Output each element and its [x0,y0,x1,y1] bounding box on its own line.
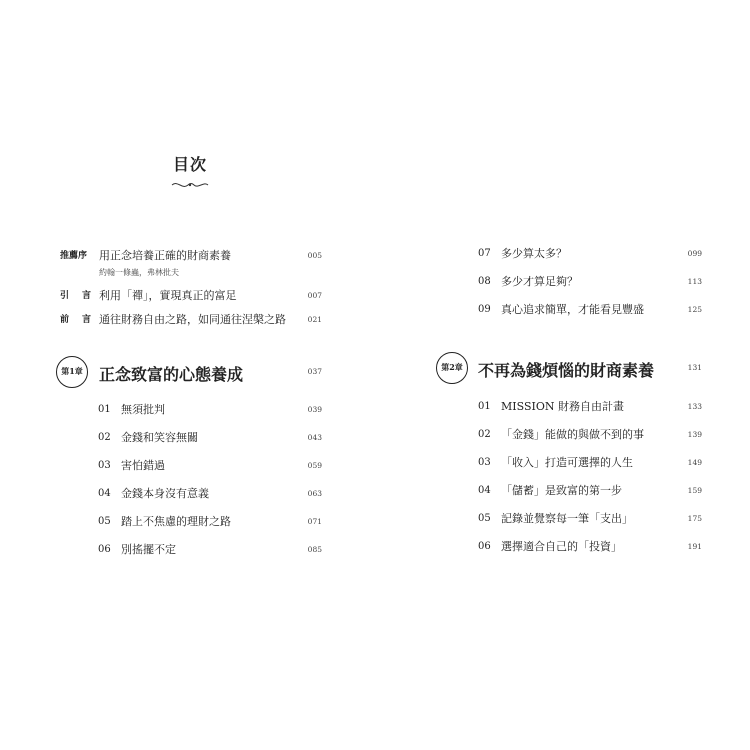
entry-page: 113 [687,277,702,286]
entry-text: 害怕錯過 [121,459,165,472]
toc-entry[interactable] [0,453,750,473]
toc-entry[interactable] [0,397,750,417]
entry-text: 踏上不焦慮的理財之路 [121,515,231,528]
entry-text: MISSION 財務自由計畫 [501,400,624,413]
entry-label: 引 言 [60,291,94,301]
entry-number: 06 [478,541,491,552]
entry-number: 09 [478,304,491,315]
entry-number: 01 [98,404,111,415]
entry-page: 085 [307,545,322,554]
entry-page: 063 [307,489,322,498]
entry-text: 「收入」打造可選擇的人生 [501,456,633,469]
entry-number: 03 [478,457,491,468]
entry-text: 多少才算足夠？ [501,275,578,288]
chapter2-badge: 第2章 [436,352,468,384]
entry-text: 用正念培養正確的財商素養 [99,249,231,262]
entry-page: 043 [307,433,322,442]
toc-entry[interactable] [0,481,750,501]
entry-number: 02 [478,429,491,440]
entry-page: 159 [687,486,702,495]
toc-entry[interactable] [0,537,750,557]
entry-number: 02 [98,432,111,443]
entry-number: 06 [98,544,111,555]
entry-number: 03 [98,460,111,471]
ornament-icon [170,180,210,190]
entry-text: 金錢本身沒有意義 [121,487,209,500]
entry-text: 利用「禪」，實現真正的富足 [99,289,237,302]
page-title: 目次 [172,155,207,174]
entry-label: 前 言 [60,315,94,325]
entry-page: 191 [687,542,702,551]
entry-label: 推薦序 [60,251,88,261]
toc-entry[interactable] [0,244,750,264]
chapter1-badge: 第1章 [56,356,88,388]
entry-text: 「儲蓄」是致富的第一步 [501,484,622,497]
entry-page: 125 [687,305,702,314]
entry-number: 04 [478,485,491,496]
entry-page: 133 [687,402,702,411]
entry-page: 059 [307,461,322,470]
chapter2-page: 131 [687,363,702,372]
entry-number: 05 [478,513,491,524]
entry-text: 多少算太多？ [501,247,567,260]
entry-number: 04 [98,488,111,499]
toc-entry[interactable] [0,272,750,292]
entry-text: 選擇適合自己的「投資」 [501,540,622,553]
entry-text: 真心追求簡單，才能看見豐盛 [501,303,644,316]
entry-number: 07 [478,248,491,259]
entry-text: 「金錢」能做的與做不到的事 [501,428,644,441]
entry-number: 08 [478,276,491,287]
chapter1-page: 037 [307,367,322,376]
entry-page: 005 [307,251,322,260]
chapter1-title[interactable]: 正念致富的心態養成 [99,365,244,384]
toc-entry[interactable] [0,509,750,529]
entry-page: 007 [307,291,322,300]
entry-text: 別搖擺不定 [121,543,176,556]
entry-text: 通往財務自由之路，如同通往涅槃之路 [99,313,286,326]
toc-entry[interactable] [0,300,750,320]
entry-subtitle: 約翰一條蟲，弗林批夫 [99,268,179,277]
entry-number: 05 [98,516,111,527]
entry-page: 175 [687,514,702,523]
entry-text: 記錄並覺察每一筆「支出」 [501,512,633,525]
entry-text: 無須批判 [121,403,165,416]
entry-number: 01 [478,401,491,412]
entry-text: 金錢和笑容無關 [121,431,198,444]
entry-page: 149 [687,458,702,467]
entry-page: 139 [687,430,702,439]
entry-page: 099 [687,249,702,258]
entry-page: 039 [307,405,322,414]
entry-page: 071 [307,517,322,526]
chapter2-title[interactable]: 不再為錢煩惱的財商素養 [478,361,655,380]
toc-entry[interactable] [0,425,750,445]
entry-page: 021 [307,315,322,324]
